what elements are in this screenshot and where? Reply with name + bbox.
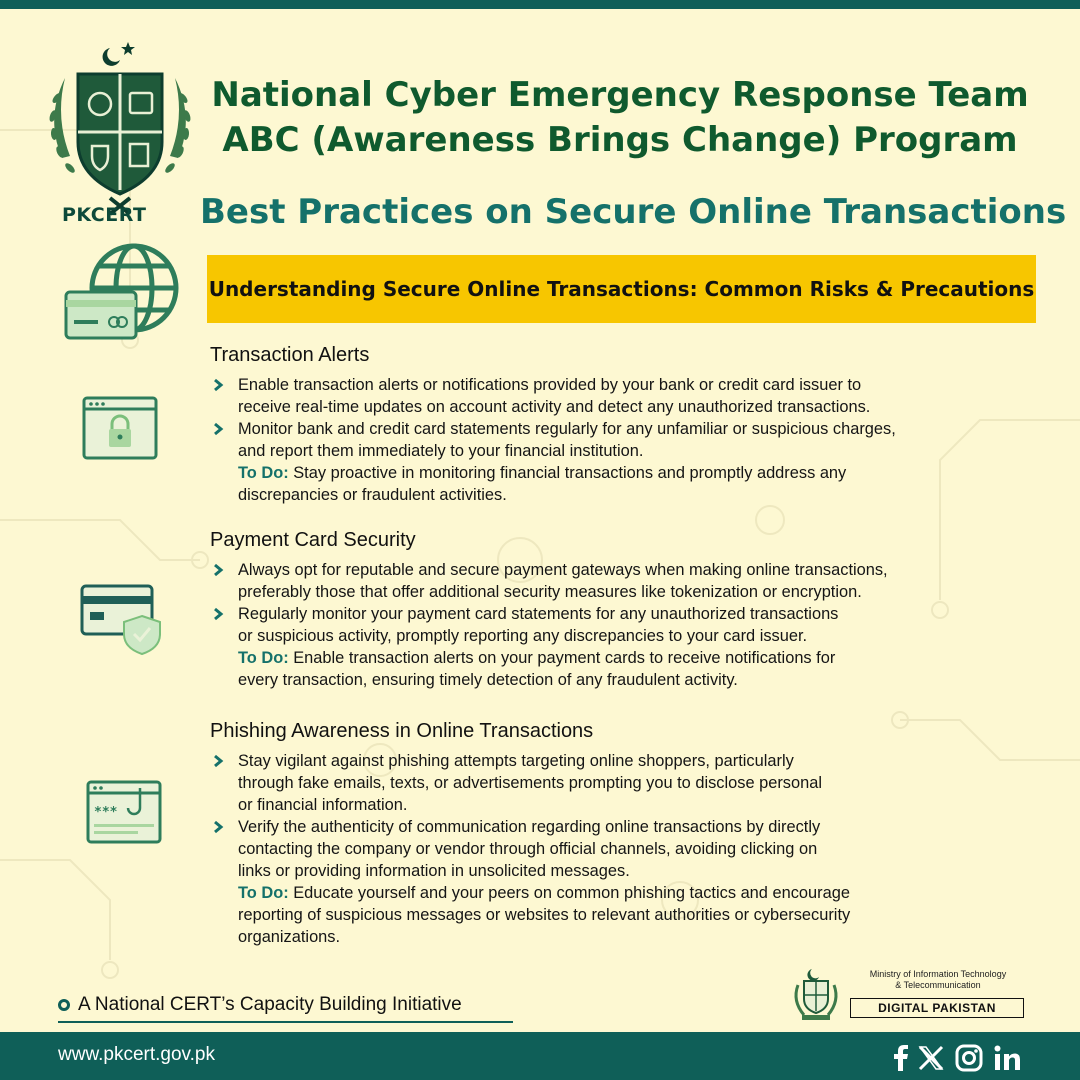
todo-text: organizations. bbox=[238, 928, 341, 946]
item-line: Always opt for reputable and secure payment gateways when making online transactions, bbox=[238, 561, 888, 579]
todo-text: reporting of suspicious messages or websites to relevant authorities or cybersecurity bbox=[238, 906, 851, 924]
phishing-password-icon bbox=[86, 780, 162, 844]
chevron-right-icon bbox=[212, 603, 226, 625]
item-line: Enable transaction alerts or notifications provided by your bank or credit card issuer to bbox=[238, 376, 862, 394]
chevron-right-icon bbox=[212, 559, 226, 581]
bullet-item bbox=[210, 374, 1050, 418]
digital-pakistan-badge: DIGITAL PAKISTAN bbox=[850, 998, 1024, 1018]
item-line: Verify the authenticity of communication regarding online transactions by directly bbox=[238, 818, 821, 836]
top-bar bbox=[0, 0, 1080, 9]
item-line: or financial information. bbox=[238, 796, 408, 814]
bullet-item bbox=[210, 816, 1050, 882]
page-title: Best Practices on Secure Online Transactions bbox=[200, 192, 1067, 232]
chevron-right-icon bbox=[212, 816, 226, 838]
globe-card-icon bbox=[62, 240, 184, 344]
section-title: Phishing Awareness in Online Transactions bbox=[210, 720, 594, 742]
ministry-line: & Telecommunication bbox=[895, 980, 981, 990]
chevron-right-icon bbox=[212, 750, 226, 772]
instagram-icon[interactable] bbox=[954, 1043, 984, 1073]
org-title: National Cyber Emergency Response Team bbox=[211, 75, 1029, 115]
section-transaction-alerts bbox=[210, 342, 1050, 506]
pkcert-logo bbox=[40, 38, 200, 228]
section-payment-card-security bbox=[210, 527, 1050, 691]
todo-block bbox=[210, 462, 1050, 506]
initiative-text: A National CERT’s Capacity Building Initiative bbox=[78, 994, 462, 1015]
todo-text: Enable transaction alerts on your payment cards to receive notifications for bbox=[288, 649, 836, 667]
bullet-item bbox=[210, 418, 1050, 462]
todo-text: every transaction, ensuring timely detection of any fraudulent activity. bbox=[238, 671, 738, 689]
bullet-dot-icon bbox=[58, 999, 70, 1011]
section-title: Payment Card Security bbox=[210, 529, 416, 551]
item-line: receive real-time updates on account activity and detect any unauthorized transactions. bbox=[238, 398, 871, 416]
svg-text:***: *** bbox=[94, 805, 118, 820]
program-title: ABC (Awareness Brings Change) Program bbox=[222, 120, 1018, 160]
facebook-icon[interactable] bbox=[886, 1043, 916, 1073]
website-link[interactable]: www.pkcert.gov.pk bbox=[58, 1044, 215, 1065]
chevron-right-icon bbox=[212, 374, 226, 396]
todo-label: To Do: bbox=[238, 884, 289, 902]
bullet-item bbox=[210, 750, 1050, 816]
x-icon[interactable] bbox=[916, 1043, 946, 1073]
bullet-item bbox=[210, 559, 1050, 603]
todo-block bbox=[210, 882, 1050, 948]
government-emblem-icon bbox=[790, 965, 842, 1023]
todo-label: To Do: bbox=[238, 464, 289, 482]
item-line: Monitor bank and credit card statements regularly for any unfamiliar or suspicious charges, bbox=[238, 420, 896, 438]
section-title: Transaction Alerts bbox=[210, 344, 370, 366]
initiative-underline bbox=[58, 1021, 513, 1023]
card-shield-icon bbox=[80, 584, 166, 656]
todo-block bbox=[210, 647, 1050, 691]
item-line: links or providing information in unsolicited messages. bbox=[238, 862, 630, 880]
item-line: Stay vigilant against phishing attempts targeting online shoppers, particularly bbox=[238, 752, 794, 770]
subtitle-banner bbox=[207, 255, 1036, 323]
item-line: preferably those that offer additional security measures like tokenization or encryption. bbox=[238, 583, 862, 601]
banner-text: Understanding Secure Online Transactions: Common Risks & Precautions bbox=[208, 277, 1035, 301]
todo-text: Educate yourself and your peers on common phishing tactics and encourage bbox=[288, 884, 850, 902]
todo-text: discrepancies or fraudulent activities. bbox=[238, 486, 507, 504]
ministry-name bbox=[848, 969, 1028, 991]
item-line: through fake emails, texts, or advertisements prompting you to disclose personal bbox=[238, 774, 822, 792]
chevron-right-icon bbox=[212, 418, 226, 440]
item-line: Regularly monitor your payment card statements for any unauthorized transactions bbox=[238, 605, 839, 623]
bullet-item bbox=[210, 603, 1050, 647]
item-line: contacting the company or vendor through official channels, avoiding clicking on bbox=[238, 840, 818, 858]
initiative-line bbox=[58, 994, 462, 1016]
browser-lock-icon bbox=[82, 396, 158, 460]
logo-text: PKCERT bbox=[62, 204, 147, 226]
item-line: or suspicious activity, promptly reporting any discrepancies to your card issuer. bbox=[238, 627, 808, 645]
todo-label: To Do: bbox=[238, 649, 289, 667]
item-line: and report them immediately to your financial institution. bbox=[238, 442, 644, 460]
ministry-line: Ministry of Information Technology bbox=[869, 969, 1007, 979]
section-phishing-awareness bbox=[210, 718, 1050, 948]
linkedin-icon[interactable] bbox=[992, 1043, 1022, 1073]
todo-text: Stay proactive in monitoring financial transactions and promptly address any bbox=[288, 464, 847, 482]
